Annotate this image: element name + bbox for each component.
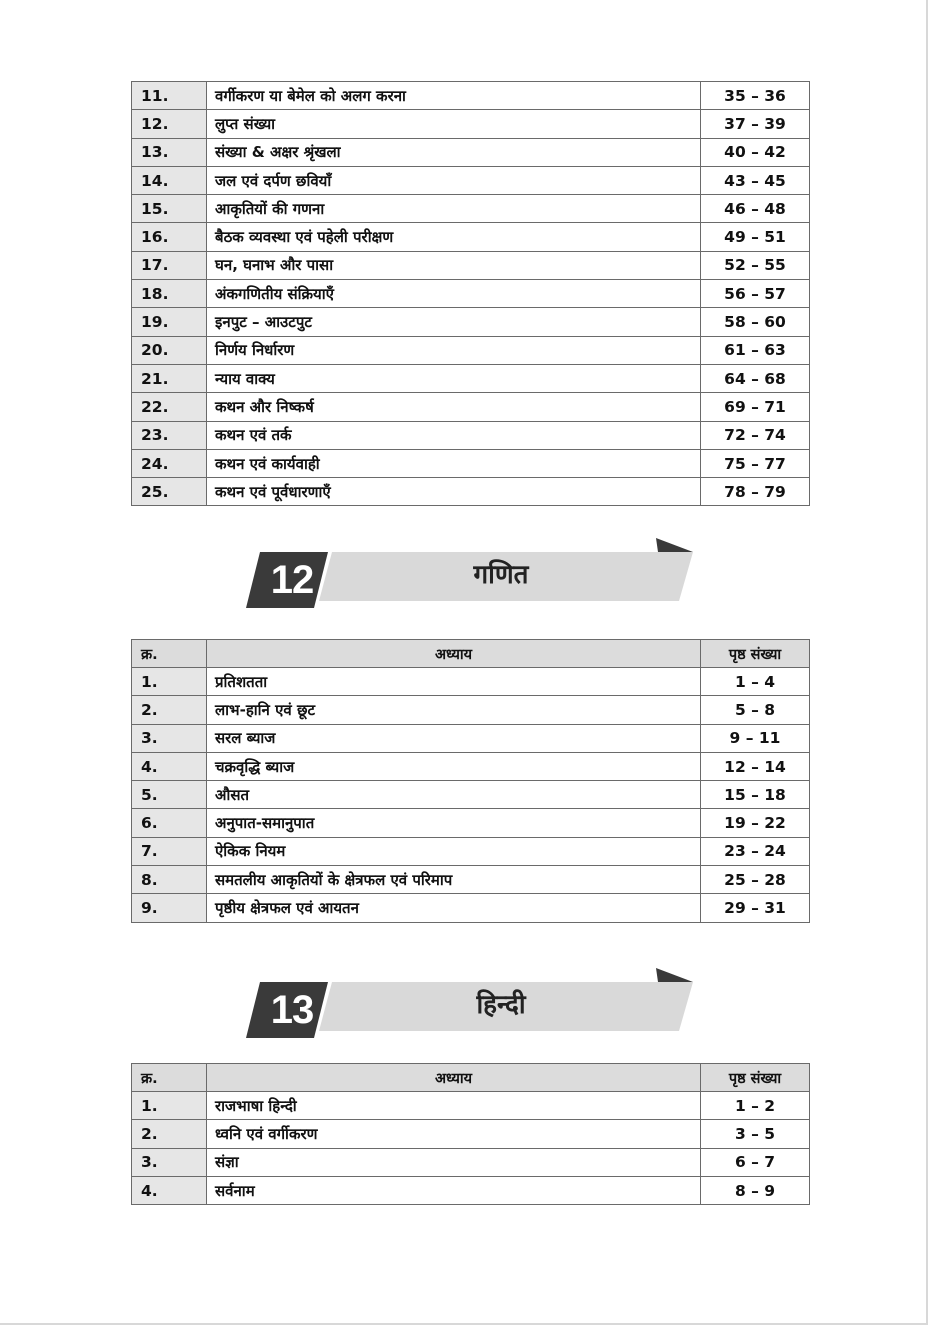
table-row	[132, 195, 810, 223]
row-page-range: 19 – 22	[701, 809, 810, 837]
row-page-range: 72 – 74	[701, 421, 810, 449]
row-serial: 19.	[132, 308, 207, 336]
header-pages: पृष्ठ संख्या	[701, 640, 810, 668]
section-banner-maths	[246, 538, 694, 602]
row-page-range: 69 – 71	[701, 393, 810, 421]
table-row	[132, 421, 810, 449]
section-number: 13	[270, 988, 314, 1032]
table-row	[132, 478, 810, 506]
row-chapter-title: अंकगणितीय संक्रियाएँ	[207, 280, 701, 308]
row-chapter-title: निर्णय निर्धारण	[207, 336, 701, 364]
row-serial: 3.	[132, 724, 207, 752]
table-row	[132, 280, 810, 308]
row-page-range: 56 – 57	[701, 280, 810, 308]
row-page-range: 12 – 14	[701, 752, 810, 780]
row-page-range: 5 – 8	[701, 696, 810, 724]
row-page-range: 8 – 9	[701, 1176, 810, 1204]
row-chapter-title: सरल ब्याज	[207, 724, 701, 752]
row-chapter-title: चक्रवृद्धि ब्याज	[207, 752, 701, 780]
row-page-range: 58 – 60	[701, 308, 810, 336]
table-row	[132, 668, 810, 696]
row-serial: 23.	[132, 421, 207, 449]
row-chapter-title: इनपुट – आउटपुट	[207, 308, 701, 336]
table-row	[132, 724, 810, 752]
row-chapter-title: पृष्ठीय क्षेत्रफल एवं आयतन	[207, 894, 701, 922]
table-row	[132, 364, 810, 392]
header-serial: क्र.	[132, 1064, 207, 1092]
row-page-range: 61 – 63	[701, 336, 810, 364]
row-serial: 2.	[132, 696, 207, 724]
row-serial: 9.	[132, 894, 207, 922]
table-row	[132, 781, 810, 809]
hindi-toc-table	[131, 1063, 810, 1205]
table-row	[132, 752, 810, 780]
row-chapter-title: न्याय वाक्य	[207, 364, 701, 392]
row-page-range: 64 – 68	[701, 364, 810, 392]
row-serial: 20.	[132, 336, 207, 364]
row-page-range: 75 – 77	[701, 449, 810, 477]
row-serial: 4.	[132, 1176, 207, 1204]
row-page-range: 9 – 11	[701, 724, 810, 752]
row-chapter-title: संज्ञा	[207, 1148, 701, 1176]
table-row	[132, 166, 810, 194]
maths-toc-body	[132, 668, 810, 923]
table-row	[132, 1120, 810, 1148]
row-serial: 5.	[132, 781, 207, 809]
table-row	[132, 1176, 810, 1204]
row-page-range: 46 – 48	[701, 195, 810, 223]
row-chapter-title: जल एवं दर्पण छवियाँ	[207, 166, 701, 194]
section-title: हिन्दी	[476, 990, 526, 1020]
row-chapter-title: लुप्त संख्या	[207, 110, 701, 138]
row-serial: 8.	[132, 866, 207, 894]
header-serial: क्र.	[132, 640, 207, 668]
row-chapter-title: बैठक व्यवस्था एवं पहेली परीक्षण	[207, 223, 701, 251]
row-serial: 15.	[132, 195, 207, 223]
header-chapter: अध्याय	[207, 640, 701, 668]
table-header-row	[132, 640, 810, 668]
row-page-range: 43 – 45	[701, 166, 810, 194]
table-row	[132, 1148, 810, 1176]
table-row	[132, 110, 810, 138]
table-row	[132, 894, 810, 922]
row-page-range: 3 – 5	[701, 1120, 810, 1148]
row-serial: 1.	[132, 1092, 207, 1120]
row-serial: 25.	[132, 478, 207, 506]
row-chapter-title: प्रतिशतता	[207, 668, 701, 696]
row-chapter-title: वर्गीकरण या बेमेल को अलग करना	[207, 82, 701, 110]
row-chapter-title: अनुपात-समानुपात	[207, 809, 701, 837]
row-chapter-title: कथन एवं कार्यवाही	[207, 449, 701, 477]
row-chapter-title: लाभ-हानि एवं छूट	[207, 696, 701, 724]
row-chapter-title: संख्या & अक्षर श्रृंखला	[207, 138, 701, 166]
row-chapter-title: राजभाषा हिन्दी	[207, 1092, 701, 1120]
table-row	[132, 696, 810, 724]
row-chapter-title: औसत	[207, 781, 701, 809]
row-serial: 21.	[132, 364, 207, 392]
table-row	[132, 1092, 810, 1120]
row-page-range: 49 – 51	[701, 223, 810, 251]
row-chapter-title: ध्वनि एवं वर्गीकरण	[207, 1120, 701, 1148]
row-chapter-title: ऐकिक नियम	[207, 837, 701, 865]
row-page-range: 37 – 39	[701, 110, 810, 138]
row-chapter-title: कथन एवं तर्क	[207, 421, 701, 449]
row-serial: 24.	[132, 449, 207, 477]
row-serial: 17.	[132, 251, 207, 279]
table-row	[132, 393, 810, 421]
row-page-range: 78 – 79	[701, 478, 810, 506]
table-row	[132, 809, 810, 837]
table-row	[132, 837, 810, 865]
row-page-range: 1 – 2	[701, 1092, 810, 1120]
table-header-row	[132, 1064, 810, 1092]
table-row	[132, 866, 810, 894]
table-row	[132, 336, 810, 364]
row-serial: 6.	[132, 809, 207, 837]
row-chapter-title: समतलीय आकृतियों के क्षेत्रफल एवं परिमाप	[207, 866, 701, 894]
table-row	[132, 251, 810, 279]
row-page-range: 1 – 4	[701, 668, 810, 696]
row-page-range: 25 – 28	[701, 866, 810, 894]
table-row	[132, 82, 810, 110]
row-serial: 11.	[132, 82, 207, 110]
header-pages: पृष्ठ संख्या	[701, 1064, 810, 1092]
row-page-range: 23 – 24	[701, 837, 810, 865]
row-chapter-title: कथन और निष्कर्ष	[207, 393, 701, 421]
table-row	[132, 308, 810, 336]
maths-toc-table	[131, 639, 810, 923]
header-chapter: अध्याय	[207, 1064, 701, 1092]
row-page-range: 29 – 31	[701, 894, 810, 922]
reasoning-toc-body	[132, 82, 810, 506]
section-title: गणित	[473, 560, 529, 590]
row-serial: 16.	[132, 223, 207, 251]
section-banner-hindi	[246, 968, 694, 1032]
row-serial: 18.	[132, 280, 207, 308]
row-serial: 22.	[132, 393, 207, 421]
section-number: 12	[270, 558, 314, 602]
reasoning-toc-table	[131, 81, 810, 506]
row-chapter-title: कथन एवं पूर्वधारणाएँ	[207, 478, 701, 506]
row-page-range: 40 – 42	[701, 138, 810, 166]
row-serial: 4.	[132, 752, 207, 780]
row-chapter-title: आकृतियों की गणना	[207, 195, 701, 223]
table-row	[132, 449, 810, 477]
table-row	[132, 223, 810, 251]
row-serial: 3.	[132, 1148, 207, 1176]
row-page-range: 35 – 36	[701, 82, 810, 110]
row-chapter-title: घन, घनाभ और पासा	[207, 251, 701, 279]
row-chapter-title: सर्वनाम	[207, 1176, 701, 1204]
row-serial: 13.	[132, 138, 207, 166]
hindi-toc-body	[132, 1092, 810, 1205]
table-row	[132, 138, 810, 166]
row-page-range: 52 – 55	[701, 251, 810, 279]
row-page-range: 6 – 7	[701, 1148, 810, 1176]
row-serial: 2.	[132, 1120, 207, 1148]
row-page-range: 15 – 18	[701, 781, 810, 809]
row-serial: 1.	[132, 668, 207, 696]
row-serial: 14.	[132, 166, 207, 194]
row-serial: 7.	[132, 837, 207, 865]
row-serial: 12.	[132, 110, 207, 138]
